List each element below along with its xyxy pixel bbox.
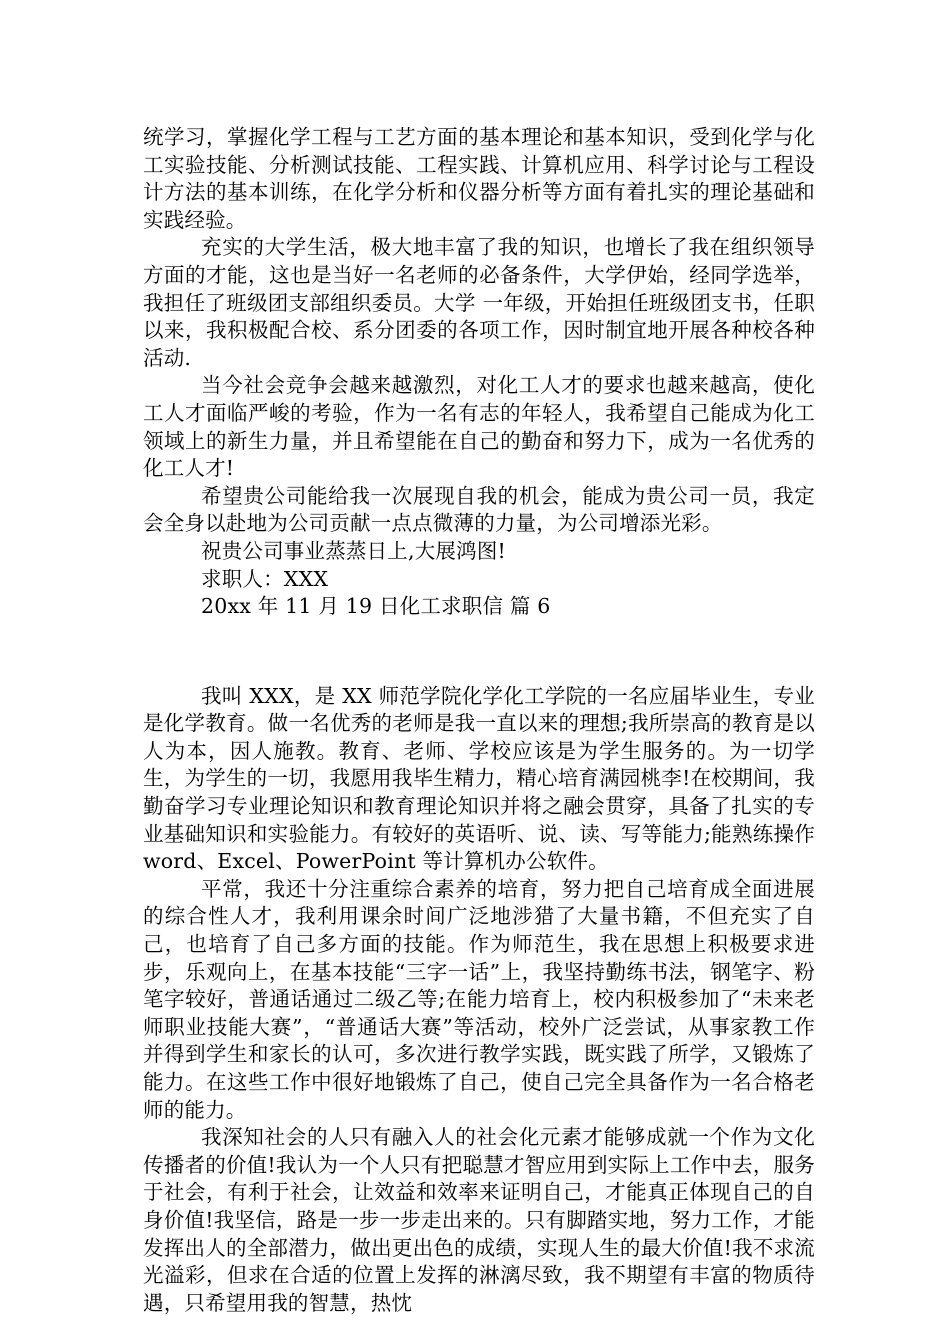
- document-page: [143, 124, 815, 1317]
- paragraph-skills: 平常，我还十分注重综合素养的培育，努力把自己培育成全面进展的综合性人才，我利用课余时间广泛地涉猎了大量书籍，不但充实了自己，也培育了自己多方面的技能。作为师范生，我在思想上积极要求进步，乐观向上，在基本技能“三字一话”上，我坚持勤练书法，钢笔字、粉笔字较好，普通话通过二级乙等;在能力培育上，校内积极参加了“未来老师职业技能大赛”，“普通话大赛”等活动，校外广泛尝试，从事家教工作并得到学生和家长的认可，多次进行教学实践，既实践了所学，又锻炼了能力。在这些工作中很好地锻炼了自己，使自己完全具备作为一名合格老师的能力。: [143, 876, 815, 1122]
- closing-wish: 祝贵公司事业蒸蒸日上,大展鸿图!: [201, 538, 506, 563]
- signature: 求职人：XXX: [201, 566, 329, 591]
- date-heading: 20xx 年 11 月 19 日化工求职信 篇 6: [201, 594, 551, 619]
- paragraph-competition: 当今社会竞争会越来越激烈，对化工人才的要求也越来越高，使化工人才面临严峻的考验，作为一名有志的年轻人，我希望自己能成为化工领域上的新生力量，并且希望能在自己的勤奋和努力下，成为一名优秀的化工人才!: [143, 373, 815, 481]
- section-gap: [143, 621, 815, 683]
- paragraph-hope: 希望贵公司能给我一次展现自我的机会，能成为贵公司一员，我定会全身以赴地为公司贡献一点点微薄的力量，为公司增添光彩。: [143, 483, 815, 536]
- paragraph-values: 我深知社会的人只有融入人的社会化元素才能够成就一个作为文化传播者的价值!我认为一个人只有把聪慧才智应用到实际上工作中去，服务于社会，有利于社会，让效益和效率来证明自己，才能真正体现自己的自身价值!我坚信，路是一步一步走出来的。只有脚踏实地，努力工作，才能发挥出人的全部潜力，做出更出色的成绩，实现人生的最大价值!我不求流光溢彩，但求在合适的位置上发挥的淋漓尽致，我不期望有丰富的物质待遇，只希望用我的智慧，热忱: [143, 1125, 815, 1315]
- paragraph-self-intro: 我叫 XXX，是 XX 师范学院化学化工学院的一名应届毕业生，专业是化学教育。做一名优秀的老师是我一直以来的理想;我所崇高的教育是以人为本，因人施教。教育、老师、学校应该是为学生服务的。为一切学生，为学生的一切，我愿用我毕生精力，精心培育满园桃李!在校期间，我勤奋学习专业理论知识和教育理论知识并将之融会贯穿，具备了扎实的专业基础知识和实验能力。有较好的英语听、说、读、写等能力;能熟练操作 word、Excel、PowerPoint 等计算机办公软件。: [143, 683, 815, 874]
- paragraph-university-life: 充实的大学生活，极大地丰富了我的知识，也增长了我在组织领导方面的才能，这也是当好一名老师的必备条件，大学伊始，经同学选举，我担任了班级团支部组织委员。大学 一年级，开始担任班级团支书，任职以来，我积极配合校、系分团委的各项工作，因时制宜地开展各种校各种活动.: [143, 235, 815, 370]
- paragraph-intro: 统学习，掌握化学工程与工艺方面的基本理论和基本知识，受到化学与化工实验技能、分析测试技能、工程实践、计算机应用、科学讨论与工程设计方法的基本训练，在化学分析和仪器分析等方面有着扎实的理论基础和实践经验。: [143, 125, 815, 232]
